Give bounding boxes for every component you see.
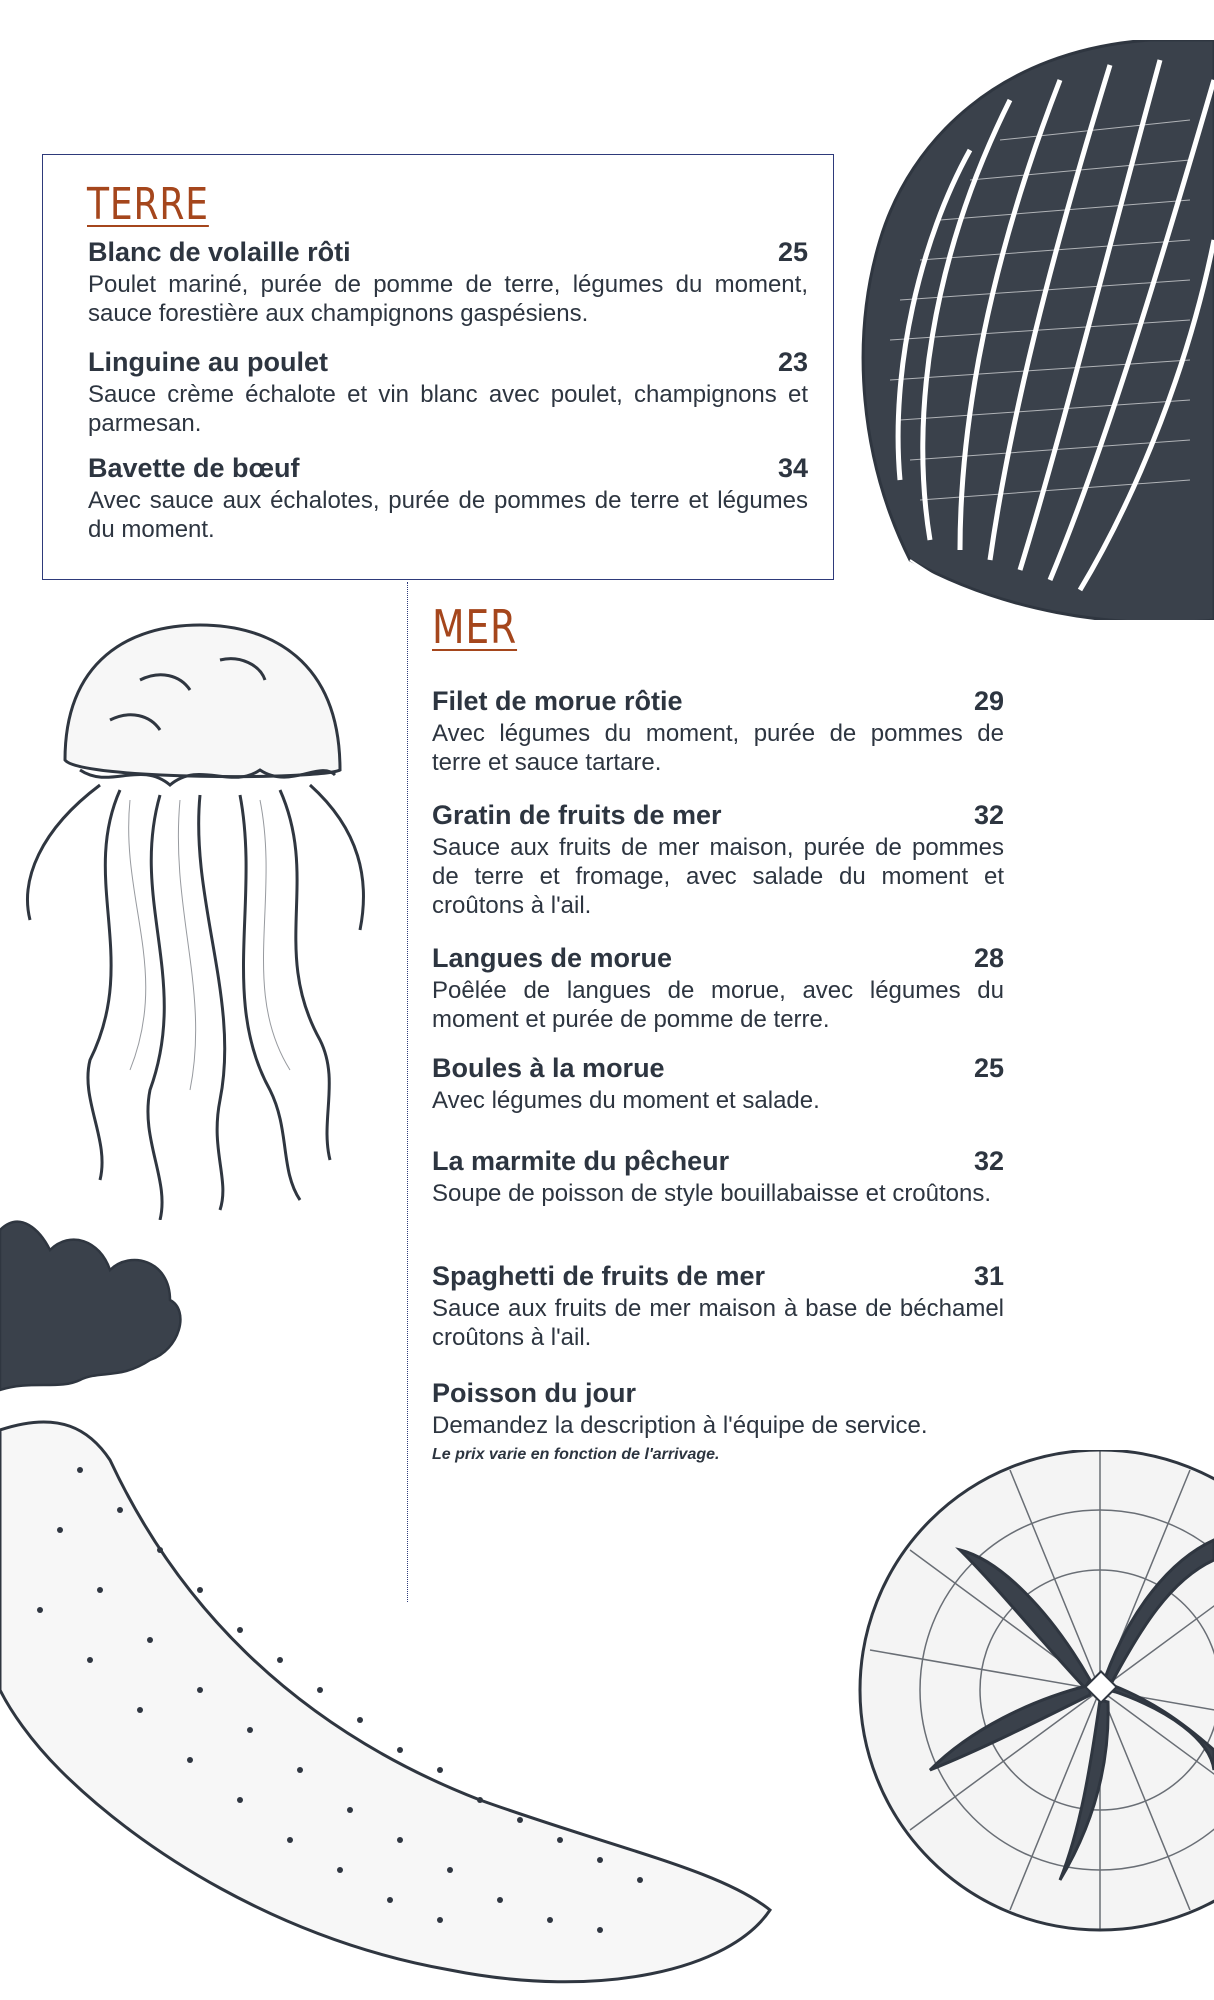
menu-item bbox=[432, 800, 1004, 920]
dish-name: Spaghetti de fruits de mer bbox=[432, 1261, 766, 1291]
menu-item bbox=[432, 686, 1004, 777]
dish-name: Langues de morue bbox=[432, 943, 673, 973]
dish-name: Poisson du jour bbox=[432, 1378, 637, 1408]
menu-item bbox=[88, 237, 808, 328]
menu-item bbox=[432, 1378, 1004, 1464]
dish-description: Sauce crème échalote et vin blanc avec poulet, champignons et parmesan. bbox=[88, 381, 808, 437]
dish-description: Poêlée de langues de morue, avec légumes du moment et purée de pomme de terre. bbox=[432, 977, 1004, 1033]
terre-title: TERRE bbox=[87, 179, 209, 230]
dish-price: 32 bbox=[973, 1146, 1004, 1176]
dish-name: Filet de morue rôtie bbox=[432, 686, 683, 716]
jellyfish-illustration bbox=[20, 620, 380, 1220]
menu-item bbox=[432, 1053, 1004, 1115]
scallop-shell-illustration bbox=[850, 40, 1214, 620]
menu-item bbox=[432, 943, 1004, 1034]
dish-description: Avec légumes du moment, purée de pommes de terre et sauce tartare. bbox=[432, 720, 1004, 776]
dish-price: 31 bbox=[973, 1261, 1004, 1291]
menu-item bbox=[432, 1146, 1004, 1208]
dish-description: Sauce aux fruits de mer maison à base de béchamel croûtons à l'ail. bbox=[432, 1295, 1004, 1351]
menu-item bbox=[432, 1261, 1004, 1352]
dish-price: 25 bbox=[973, 1053, 1004, 1083]
dish-description: Poulet mariné, purée de pomme de terre, légumes du moment, sauce forestière aux champignons gaspésiens. bbox=[88, 271, 808, 327]
menu-item bbox=[88, 347, 808, 438]
dish-price: 25 bbox=[777, 237, 808, 267]
menu-item bbox=[88, 453, 808, 544]
dish-description: Soupe de poisson de style bouillabaisse et croûtons. bbox=[432, 1180, 992, 1207]
dish-price: 34 bbox=[777, 453, 808, 483]
dish-price: 29 bbox=[973, 686, 1004, 716]
dish-price: 28 bbox=[973, 943, 1004, 973]
dish-name: Gratin de fruits de mer bbox=[432, 800, 722, 830]
section-divider bbox=[407, 582, 408, 1602]
dish-name: Blanc de volaille rôti bbox=[88, 237, 351, 267]
dish-price: 23 bbox=[777, 347, 808, 377]
dish-description: Avec sauce aux échalotes, purée de pommes de terre et légumes du moment. bbox=[88, 487, 808, 543]
dish-name: La marmite du pêcheur bbox=[432, 1146, 730, 1176]
dish-name: Linguine au poulet bbox=[88, 347, 328, 377]
dish-name: Boules à la morue bbox=[432, 1053, 665, 1083]
dish-name: Bavette de bœuf bbox=[88, 453, 300, 483]
dish-description: Avec légumes du moment et salade. bbox=[432, 1087, 820, 1114]
price-note: Le prix varie en fonction de l'arrivage. bbox=[432, 1446, 720, 1463]
dish-description: Sauce aux fruits de mer maison, purée de pommes de terre et fromage, avec salade du moment et croûtons à l'ail. bbox=[432, 834, 1004, 919]
dish-description: Demandez la description à l'équipe de service. bbox=[432, 1412, 928, 1439]
dish-price: 32 bbox=[973, 800, 1004, 830]
terre-section bbox=[42, 154, 834, 580]
sea-urchin-illustration bbox=[850, 1450, 1214, 2000]
mer-title: MER bbox=[432, 600, 518, 654]
